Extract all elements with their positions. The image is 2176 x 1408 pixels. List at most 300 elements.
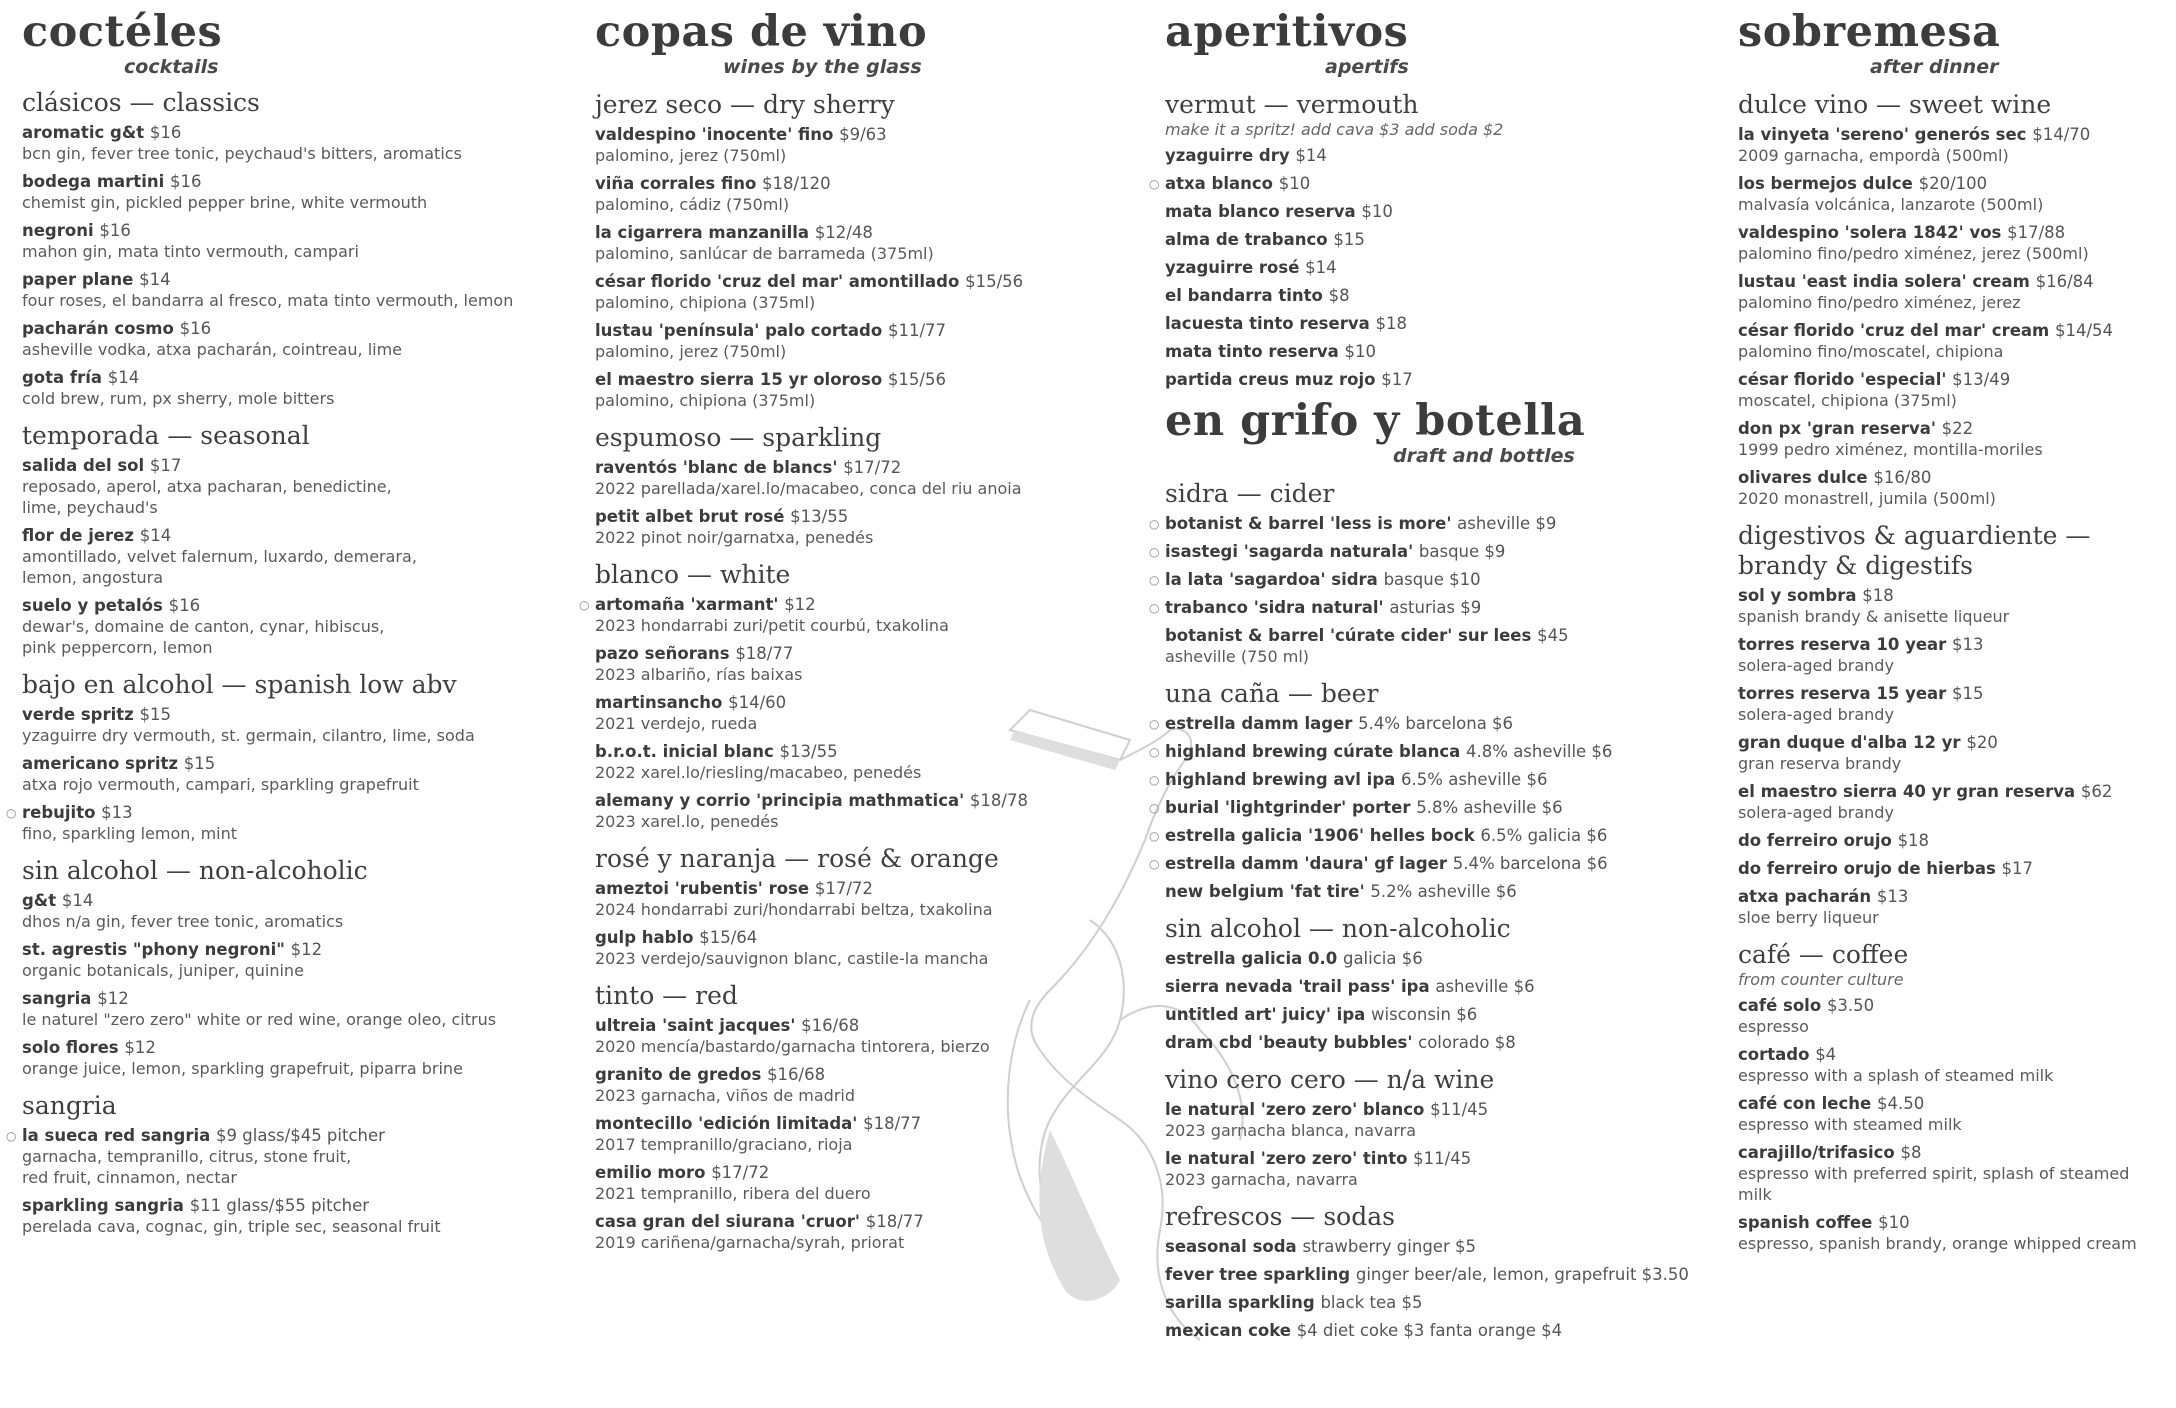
item-name: do ferreiro orujo de hierbas xyxy=(1738,859,1996,878)
menu-item xyxy=(595,124,1155,166)
item-name: dram cbd 'beauty bubbles' xyxy=(1165,1033,1413,1052)
item-name: sierra nevada 'trail pass' ipa xyxy=(1165,977,1430,996)
item-price: $10 xyxy=(1361,202,1393,221)
item-price: $20 xyxy=(1966,733,1998,752)
column-title: coctéles xyxy=(22,7,223,57)
menu-item xyxy=(1165,201,1705,222)
section-heading: sin alcohol — non-alcoholic xyxy=(22,856,368,885)
item-title-line xyxy=(1165,976,1705,997)
item-description: mahon gin, mata tinto vermouth, campari xyxy=(22,242,359,261)
item-name: césar florido 'cruz del mar' cream xyxy=(1738,321,2050,340)
menu-item xyxy=(1149,769,1705,790)
item-price: $14 xyxy=(139,270,171,289)
item-price: $15/64 xyxy=(699,928,758,947)
item-title-line xyxy=(1165,741,1705,762)
menu-item xyxy=(1738,683,2168,725)
item-name: cortado xyxy=(1738,1045,1810,1064)
column-sections xyxy=(1738,90,2168,1254)
item-title-line xyxy=(1738,1044,2168,1065)
item-title-line xyxy=(22,802,567,823)
item-price: $14 xyxy=(1295,146,1327,165)
menu-item xyxy=(1165,229,1705,250)
item-name: mata tinto reserva xyxy=(1165,342,1339,361)
droplet-icon: ○ xyxy=(1149,545,1160,559)
menu-item xyxy=(1738,271,2168,313)
item-name: st. agrestis "phony negroni" xyxy=(22,940,285,959)
menu-item xyxy=(22,269,567,311)
item-name: negroni xyxy=(22,221,94,240)
item-price: $14 xyxy=(61,891,94,910)
section-heading: sin alcohol — non-alcoholic xyxy=(1165,914,1511,943)
item-description: palomino fino/pedro ximénez, jerez (500ml) xyxy=(1738,244,2089,263)
column-subtitle: after dinner xyxy=(1870,56,1999,78)
menu-item xyxy=(1149,825,1705,846)
item-name: la cigarrera manzanilla xyxy=(595,223,810,242)
item-name: trabanco 'sidra natural' xyxy=(1165,598,1384,617)
item-title-line xyxy=(1738,173,2168,194)
item-title-line xyxy=(1165,257,1705,278)
item-title-line xyxy=(22,171,567,192)
item-name: sparkling sangria xyxy=(22,1196,184,1215)
menu-item xyxy=(1738,585,2168,627)
item-price: $4.50 xyxy=(1876,1094,1925,1113)
item-title-line xyxy=(595,320,1155,341)
item-price: strawberry ginger $5 xyxy=(1302,1237,1476,1256)
item-price: $13 xyxy=(1952,635,1984,654)
item-description: 2024 hondarrabi zuri/hondarrabi beltza, txakolina xyxy=(595,900,993,919)
item-description: solera-aged brandy xyxy=(1738,656,1894,675)
item-price: $17/72 xyxy=(711,1163,770,1182)
item-price: asheville $9 xyxy=(1457,514,1557,533)
menu-item xyxy=(1165,1032,1705,1053)
item-price: $14/54 xyxy=(2054,321,2114,340)
droplet-icon: ○ xyxy=(1149,601,1160,615)
item-title-line xyxy=(22,595,567,616)
item-name: suelo y petalós xyxy=(22,596,163,615)
menu-item xyxy=(1738,418,2168,460)
item-name: mata blanco reserva xyxy=(1165,202,1356,221)
item-title-line xyxy=(1738,369,2168,390)
item-price: $18 xyxy=(1375,314,1407,333)
item-price: $17/72 xyxy=(814,879,873,898)
item-description: malvasía volcánica, lanzarote (500ml) xyxy=(1738,195,2044,214)
item-price: $15/56 xyxy=(887,370,946,389)
item-price: $13/55 xyxy=(790,507,849,526)
item-price: $22 xyxy=(1941,419,1974,438)
item-description: 2022 parellada/xarel.lo/macabeo, conca del riu anoia xyxy=(595,479,1022,498)
item-price: $15 xyxy=(183,754,216,773)
droplet-icon: ○ xyxy=(1149,857,1160,871)
item-title-line xyxy=(595,878,1155,899)
item-title-line xyxy=(1738,634,2168,655)
menu-item xyxy=(22,1195,567,1237)
item-description: 2017 tempranillo/graciano, rioja xyxy=(595,1135,853,1154)
menu-item xyxy=(595,790,1155,832)
item-title-line xyxy=(22,318,567,339)
item-title-line xyxy=(22,367,567,388)
item-name: montecillo 'edición limitada' xyxy=(595,1114,858,1133)
menu-item xyxy=(1165,625,1705,667)
item-title-line xyxy=(22,455,567,476)
item-description: fino, sparkling lemon, mint xyxy=(22,824,238,843)
menu-item xyxy=(1738,320,2168,362)
menu-item xyxy=(1738,1142,2168,1205)
item-name: césar florido 'cruz del mar' amontillado xyxy=(595,272,960,291)
item-description: palomino, sanlúcar de barrameda (375ml) xyxy=(595,244,934,263)
menu-item xyxy=(1738,858,2168,879)
item-description: 2023 garnacha, viños de madrid xyxy=(595,1086,855,1105)
menu-item xyxy=(1149,741,1705,762)
section-heading: dulce vino — sweet wine xyxy=(1738,90,2052,119)
item-name: estrella galicia '1906' helles bock xyxy=(1165,826,1475,845)
item-name: new belgium 'fat tire' xyxy=(1165,882,1365,901)
item-title-line xyxy=(595,741,1155,762)
item-title-line xyxy=(1738,1142,2168,1163)
item-name: lustau 'península' palo cortado xyxy=(595,321,883,340)
column-sections-secondary xyxy=(1149,479,1705,1341)
menu-item xyxy=(1165,1292,1705,1313)
item-description: palomino fino/pedro ximénez, jerez xyxy=(1738,293,2021,312)
menu-item xyxy=(22,525,567,588)
menu-item xyxy=(1149,541,1705,562)
item-title-line xyxy=(1165,1320,1705,1341)
item-name: burial 'lightgrinder' porter xyxy=(1165,798,1411,817)
item-price: $13 xyxy=(101,803,133,822)
item-name: atxa pacharán xyxy=(1738,887,1872,906)
item-title-line xyxy=(595,506,1155,527)
item-name: rebujito xyxy=(22,803,96,822)
item-description: 1999 pedro ximénez, montilla-moriles xyxy=(1738,440,2043,459)
item-description: 2023 garnacha, navarra xyxy=(1165,1170,1358,1189)
menu-item xyxy=(595,741,1155,783)
item-price: 6.5% asheville $6 xyxy=(1401,770,1548,789)
menu-item xyxy=(1149,853,1705,874)
menu-item xyxy=(595,222,1155,264)
item-name: valdespino 'inocente' fino xyxy=(595,125,834,144)
section-heading: café — coffee xyxy=(1738,940,1909,969)
item-price: $8 xyxy=(1900,1143,1922,1162)
item-title-line xyxy=(22,1125,567,1146)
item-title-line xyxy=(22,939,567,960)
item-name: fever tree sparkling xyxy=(1165,1265,1351,1284)
item-name: sangria xyxy=(22,989,92,1008)
item-description: bcn gin, fever tree tonic, peychaud's bitters, aromatics xyxy=(22,144,462,163)
item-price: ginger beer/ale, lemon, grapefruit $3.50 xyxy=(1355,1265,1689,1284)
menu-item xyxy=(595,1064,1155,1106)
item-title-line xyxy=(1165,229,1705,250)
item-title-line xyxy=(1738,683,2168,704)
item-title-line xyxy=(1165,881,1705,902)
menu-item xyxy=(1165,881,1705,902)
item-description: palomino, chipiona (375ml) xyxy=(595,391,816,410)
section-heading: rosé y naranja — rosé & orange xyxy=(595,844,999,873)
item-description: sloe berry liqueur xyxy=(1738,908,1879,927)
item-price: $17 xyxy=(1381,370,1413,389)
item-price: $14 xyxy=(139,526,172,545)
menu-item xyxy=(22,220,567,262)
item-title-line xyxy=(1738,886,2168,907)
item-title-line xyxy=(1165,825,1705,846)
menu-item xyxy=(1165,341,1705,362)
menu-item xyxy=(22,122,567,164)
column-subtitle-secondary: draft and bottles xyxy=(1393,445,1575,467)
menu-item xyxy=(595,173,1155,215)
menu-item xyxy=(595,369,1155,411)
item-name: estrella damm lager xyxy=(1165,714,1353,733)
item-price: $11/77 xyxy=(887,321,947,340)
item-name: aromatic g&t xyxy=(22,123,145,142)
menu-item xyxy=(1738,124,2168,166)
item-price: $11/45 xyxy=(1413,1149,1472,1168)
item-description: espresso with preferred spirit, splash of steamed milk xyxy=(1738,1164,2130,1204)
item-description: palomino fino/moscatel, chipiona xyxy=(1738,342,2004,361)
item-description: 2019 cariñena/garnacha/syrah, priorat xyxy=(595,1233,905,1252)
item-title-line xyxy=(1165,569,1705,590)
item-name: flor de jerez xyxy=(22,526,134,545)
column-subtitle: cocktails xyxy=(124,56,219,78)
item-description: four roses, el bandarra al fresco, mata tinto vermouth, lemon xyxy=(22,291,514,310)
item-price: $16 xyxy=(170,172,202,191)
menu-item xyxy=(6,1125,567,1188)
menu-item xyxy=(1149,513,1705,534)
item-name: do ferreiro orujo xyxy=(1738,831,1892,850)
column-title: aperitivos xyxy=(1165,7,1409,57)
item-title-line xyxy=(1165,513,1705,534)
item-name: casa gran del siurana 'cruor' xyxy=(595,1212,860,1231)
droplet-icon: ○ xyxy=(1149,717,1160,731)
item-price: wisconsin $6 xyxy=(1371,1005,1478,1024)
menu-item xyxy=(1165,976,1705,997)
column-subtitle: apertifs xyxy=(1325,56,1409,78)
item-title-line xyxy=(1165,797,1705,818)
item-description: dewar's, domaine de canton, cynar, hibiscus, pink peppercorn, lemon xyxy=(22,617,385,657)
section-heading: sangria xyxy=(22,1091,117,1120)
item-name: césar florido 'especial' xyxy=(1738,370,1947,389)
item-name: alemany y corrio 'principia mathmatica' xyxy=(595,791,965,810)
menu-item xyxy=(1165,948,1705,969)
item-title-line xyxy=(595,927,1155,948)
section-heading: bajo en alcohol — spanish low abv xyxy=(22,670,457,699)
menu-item xyxy=(1149,797,1705,818)
item-price: galicia $6 xyxy=(1342,949,1423,968)
section-heading: clásicos — classics xyxy=(22,88,260,117)
item-price: $15 xyxy=(1952,684,1984,703)
item-price: $13/49 xyxy=(1952,370,2011,389)
item-price: $18 xyxy=(1897,831,1930,850)
item-title-line xyxy=(22,525,567,546)
column-sections xyxy=(1149,90,1705,390)
column-copas-de-vino xyxy=(579,0,1155,1408)
item-title-line xyxy=(22,988,567,1009)
menu-item xyxy=(1738,732,2168,774)
item-title-line xyxy=(1738,781,2168,802)
item-description: 2022 pinot noir/garnatxa, penedés xyxy=(595,528,874,547)
menu-item xyxy=(22,988,567,1030)
menu-item xyxy=(1738,1044,2168,1086)
item-title-line xyxy=(595,1211,1155,1232)
item-price: $14 xyxy=(107,368,140,387)
menu-item xyxy=(1165,1264,1705,1285)
item-title-line xyxy=(595,271,1155,292)
item-price: $3.50 xyxy=(1826,996,1875,1015)
item-name: b.r.o.t. inicial blanc xyxy=(595,742,774,761)
menu-item xyxy=(595,506,1155,548)
menu-item xyxy=(595,927,1155,969)
item-price: basque $10 xyxy=(1383,570,1481,589)
item-title-line xyxy=(1165,1264,1705,1285)
item-price: $16/68 xyxy=(801,1016,860,1035)
item-price: $16 xyxy=(168,596,201,615)
item-price: $17 xyxy=(149,456,182,475)
item-name: don px 'gran reserva' xyxy=(1738,419,1936,438)
item-description: 2021 verdejo, rueda xyxy=(595,714,758,733)
menu-item xyxy=(6,802,567,844)
item-price: $9/63 xyxy=(839,125,887,144)
item-price: $18/77 xyxy=(865,1212,924,1231)
item-name: gota fría xyxy=(22,368,103,387)
item-name: ultreia 'saint jacques' xyxy=(595,1016,796,1035)
menu-item xyxy=(1149,569,1705,590)
item-price: basque $9 xyxy=(1418,542,1506,561)
droplet-icon: ○ xyxy=(1149,517,1160,531)
item-title-line xyxy=(1165,597,1705,618)
item-name: alma de trabanco xyxy=(1165,230,1328,249)
item-title-line xyxy=(1165,313,1705,334)
item-price: asheville $6 xyxy=(1435,977,1535,996)
item-title-line xyxy=(1165,1148,1705,1169)
section-note: from counter culture xyxy=(1738,970,1904,989)
item-description: 2023 verdejo/sauvignon blanc, castile-la mancha xyxy=(595,949,989,968)
item-title-line xyxy=(1165,1236,1705,1257)
item-name: gran duque d'alba 12 yr xyxy=(1738,733,1961,752)
section-heading: espumoso — sparkling xyxy=(595,423,882,452)
droplet-icon: ○ xyxy=(6,1129,17,1143)
item-name: botanist & barrel 'less is more' xyxy=(1165,514,1452,533)
item-description: 2020 mencía/bastardo/garnacha tintorera, bierzo xyxy=(595,1037,990,1056)
item-name: estrella damm 'daura' gf lager xyxy=(1165,854,1447,873)
item-price: $8 xyxy=(1328,286,1350,305)
item-price: $16/80 xyxy=(1873,468,1932,487)
section-heading: sidra — cider xyxy=(1165,479,1335,508)
menu-item xyxy=(22,455,567,518)
item-title-line xyxy=(595,369,1155,390)
section-heading: refrescos — sodas xyxy=(1165,1202,1395,1231)
item-title-line xyxy=(1165,541,1705,562)
item-price: black tea $5 xyxy=(1320,1293,1423,1312)
item-description: moscatel, chipiona (375ml) xyxy=(1738,391,1957,410)
item-title-line xyxy=(22,269,567,290)
item-price: $9 glass/$45 pitcher xyxy=(216,1126,385,1145)
item-name: americano spritz xyxy=(22,754,178,773)
menu-item xyxy=(1165,1320,1705,1341)
item-price: $16/68 xyxy=(767,1065,826,1084)
menu-item xyxy=(22,367,567,409)
item-price: $12 xyxy=(784,595,816,614)
item-title-line xyxy=(1165,1099,1705,1120)
section-heading: vino cero cero — n/a wine xyxy=(1165,1065,1495,1094)
menu-item xyxy=(1738,173,2168,215)
item-title-line xyxy=(22,1037,567,1058)
item-name: solo flores xyxy=(22,1038,119,1057)
item-title-line xyxy=(595,124,1155,145)
item-title-line xyxy=(22,753,567,774)
item-description: palomino, jerez (750ml) xyxy=(595,342,787,361)
item-title-line xyxy=(1165,948,1705,969)
item-title-line xyxy=(1738,467,2168,488)
menu-item xyxy=(1165,145,1705,166)
item-description: perelada cava, cognac, gin, triple sec, seasonal fruit xyxy=(22,1217,441,1236)
droplet-icon: ○ xyxy=(1149,573,1160,587)
item-title-line xyxy=(1738,830,2168,851)
section-note: make it a spritz! add cava $3 add soda $2 xyxy=(1165,120,1504,139)
item-name: g&t xyxy=(22,891,57,910)
column-cocteles xyxy=(6,0,567,1408)
item-title-line xyxy=(1738,418,2168,439)
item-name: yzaguirre dry xyxy=(1165,146,1290,165)
item-price: $18/120 xyxy=(762,174,831,193)
item-price: $15/56 xyxy=(965,272,1024,291)
item-description: espresso with steamed milk xyxy=(1738,1115,1962,1134)
item-title-line xyxy=(1165,173,1705,194)
item-name: seasonal soda xyxy=(1165,1237,1297,1256)
item-title-line xyxy=(1738,858,2168,879)
menu-item xyxy=(1738,1093,2168,1135)
item-price: $16 xyxy=(149,123,182,142)
item-description: asheville (750 ml) xyxy=(1165,647,1309,666)
item-price: $13/55 xyxy=(779,742,838,761)
droplet-icon: ○ xyxy=(6,806,17,820)
section-heading: digestivos & aguardiente — brandy & digestifs xyxy=(1738,521,2091,580)
item-title-line xyxy=(595,1064,1155,1085)
menu-item xyxy=(1738,467,2168,509)
item-description: 2023 albariño, rías baixas xyxy=(595,665,803,684)
item-name: petit albet brut rosé xyxy=(595,507,785,526)
item-name: café con leche xyxy=(1738,1094,1872,1113)
item-name: la vinyeta 'sereno' generós sec xyxy=(1738,125,2027,144)
item-description: yzaguirre dry vermouth, st. germain, cilantro, lime, soda xyxy=(22,726,475,745)
item-price: 5.2% asheville $6 xyxy=(1370,882,1517,901)
item-title-line xyxy=(1738,271,2168,292)
item-price: $10 xyxy=(1878,1213,1910,1232)
item-title-line xyxy=(1165,341,1705,362)
item-price: $16/84 xyxy=(2035,272,2094,291)
menu-item xyxy=(1149,597,1705,618)
item-title-line xyxy=(1738,1212,2168,1233)
item-title-line xyxy=(1165,201,1705,222)
droplet-icon: ○ xyxy=(1149,177,1160,191)
item-name: torres reserva 15 year xyxy=(1738,684,1947,703)
section-heading: jerez seco — dry sherry xyxy=(595,90,895,119)
menu-item xyxy=(595,1015,1155,1057)
menu-item xyxy=(595,692,1155,734)
item-title-line xyxy=(1738,1093,2168,1114)
menu-item xyxy=(1738,995,2168,1037)
item-title-line xyxy=(22,704,567,725)
item-price: asturias $9 xyxy=(1389,598,1482,617)
item-title-line xyxy=(1165,853,1705,874)
item-price: $17/88 xyxy=(2007,223,2066,242)
item-name: untitled art' juicy' ipa xyxy=(1165,1005,1366,1024)
item-name: botanist & barrel 'cúrate cider' sur lees xyxy=(1165,626,1532,645)
item-price: colorado $8 xyxy=(1418,1033,1516,1052)
column-title: sobremesa xyxy=(1738,7,2001,57)
item-description: dhos n/a gin, fever tree tonic, aromatics xyxy=(22,912,344,931)
item-title-line xyxy=(1165,1032,1705,1053)
item-name: partida creus muz rojo xyxy=(1165,370,1376,389)
item-description: 2009 garnacha, empordà (500ml) xyxy=(1738,146,2009,165)
item-description: palomino, jerez (750ml) xyxy=(595,146,787,165)
item-title-line xyxy=(1738,995,2168,1016)
